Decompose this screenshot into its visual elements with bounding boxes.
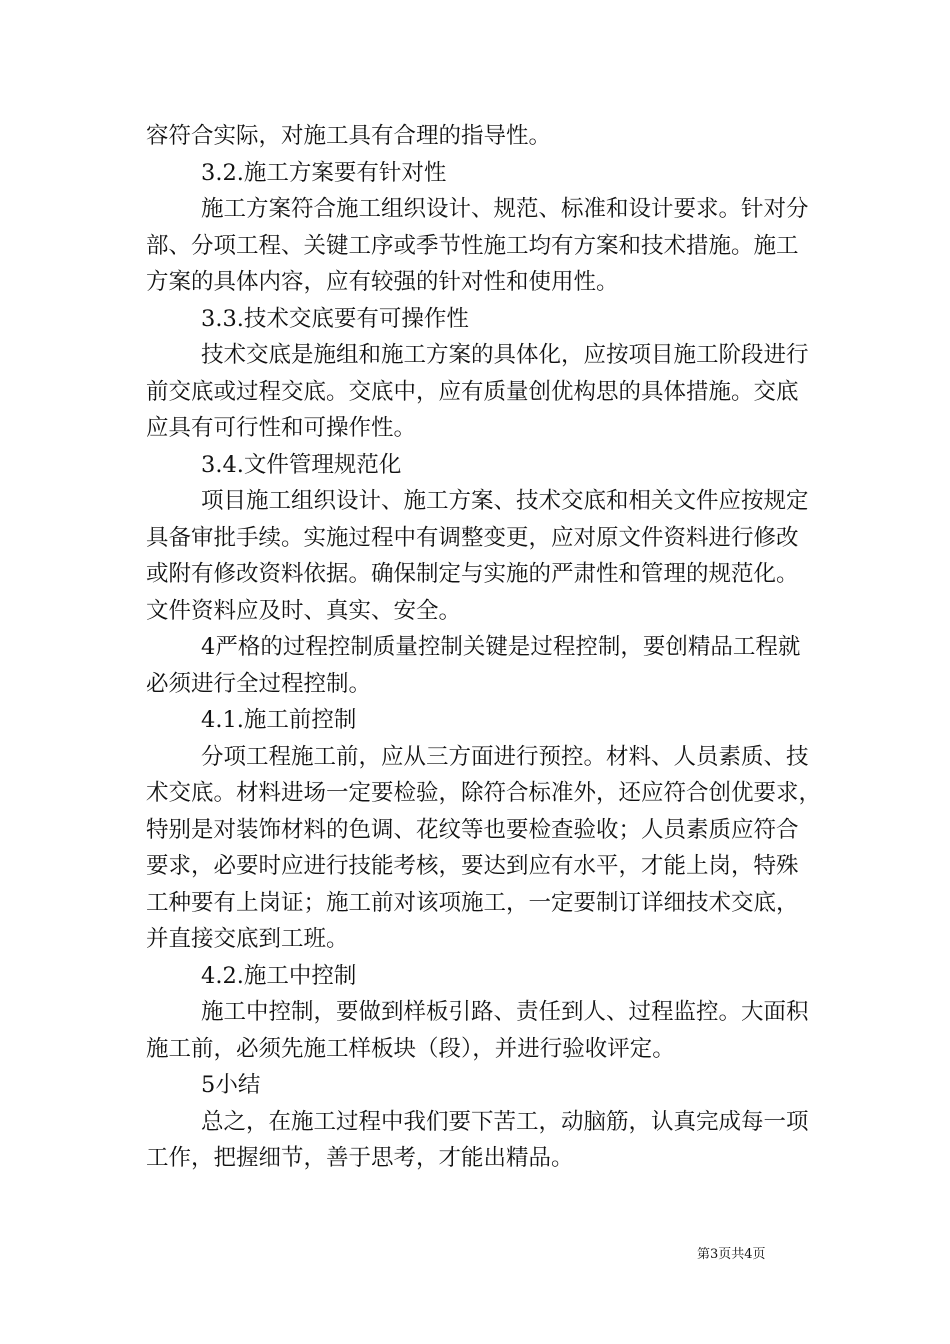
text-line: 4.2.施工中控制 (201, 962, 357, 989)
text-line: 文件资料应及时、真实、安全。 (146, 597, 462, 624)
text-line: 5小结 (201, 1072, 261, 1098)
text-line: 分项工程施工前，应从三方面进行预控。材料、人员素质、技 (201, 743, 809, 770)
text-line: 并直接交底到工班。 (146, 926, 349, 952)
text-line: 4.1.施工前控制 (201, 707, 357, 733)
text-line: 4严格的过程控制质量控制关键是过程控制，要创精品工程就 (201, 634, 801, 660)
text-line: 特别是对装饰材料的色调、花纹等也要检查验收；人员素质应符合 (146, 816, 799, 843)
text-line: 必须进行全过程控制。 (146, 670, 372, 697)
text-line: 或附有修改资料依据。确保制定与实施的严肃性和管理的规范化。 (146, 561, 799, 587)
page-number: 第3页共4页 (697, 1247, 766, 1262)
text-line: 施工方案符合施工组织设计、规范、标准和设计要求。针对分 (201, 196, 809, 222)
text-line: 3.2.施工方案要有针对性 (201, 159, 447, 186)
text-line: 工作，把握细节，善于思考，才能出精品。 (146, 1145, 574, 1171)
text-line: 3.4.文件管理规范化 (201, 451, 402, 478)
text-line: 工种要有上岗证；施工前对该项施工，一定要制订详细技术交底， (146, 889, 799, 916)
text-line: 部、分项工程、关键工序或季节性施工均有方案和技术措施。施工 (146, 232, 799, 259)
text-line: 前交底或过程交底。交底中，应有质量创优构思的具体措施。交底 (146, 378, 799, 405)
text-line: 施工中控制，要做到样板引路、责任到人、过程监控。大面积 (201, 999, 809, 1025)
text-line: 方案的具体内容，应有较强的针对性和使用性。 (146, 269, 619, 295)
text-line: 总之，在施工过程中我们要下苦工，动脑筋，认真完成每一项 (201, 1108, 809, 1135)
document-body (146, 118, 822, 1177)
text-line: 要求，必要时应进行技能考核，要达到应有水平，才能上岗，特殊 (146, 853, 799, 879)
text-line: 3.3.技术交底要有可操作性 (201, 305, 469, 332)
text-line: 具备审批手续。实施过程中有调整变更，应对原文件资料进行修改 (146, 524, 799, 551)
text-line: 施工前，必须先施工样板块（段），并进行验收评定。 (146, 1035, 675, 1062)
text-line: 项目施工组织设计、施工方案、技术交底和相关文件应按规定 (201, 488, 809, 514)
text-line: 容符合实际，对施工具有合理的指导性。 (146, 123, 552, 149)
text-line: 技术交底是施组和施工方案的具体化，应按项目施工阶段进行 (201, 342, 809, 368)
text-line: 术交底。材料进场一定要检验，除符合标准外，还应符合创优要求， (146, 780, 822, 806)
text-line: 应具有可行性和可操作性。 (146, 415, 417, 441)
